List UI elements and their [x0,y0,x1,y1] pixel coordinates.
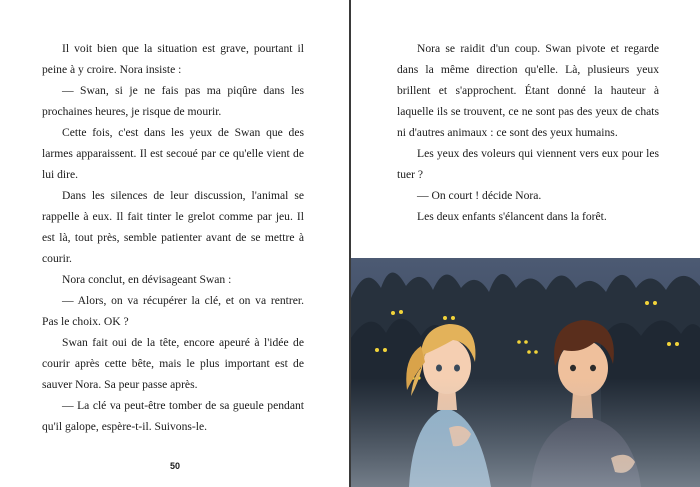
eye-icon [527,350,531,354]
page-number: 50 [169,461,180,471]
paragraph: — Alors, on va récupérer la clé, et on va rentrer. Pas le choix. OK ? [42,294,304,328]
eye-icon [645,301,649,305]
foreground-mist [351,378,700,487]
paragraph: Dans les silences de leur discussion, l'animal se rappelle à eux. Il fait tinter le grelot comme par jeu. Il est là, tout près, semble patienter avant de se mettre à courir. [42,189,304,265]
paragraph: Cette fois, c'est dans les yeux de Swan que des larmes apparaissent. Il est secoué par ce qu'elle vient de lui dire. [42,126,304,181]
left-page-text [42,38,304,437]
boy-left-eye [570,365,576,371]
right-page [351,0,700,487]
forest-night-illustration [351,258,700,487]
eye-icon [451,316,455,320]
paragraph: — La clé va peut-être tomber de sa gueule pendant qu'il galope, espère-t-il. Suivons-le. [42,399,304,433]
paragraph: — Swan, si je ne fais pas ma piqûre dans les prochaines heures, je risque de mourir. [42,84,304,118]
girl-left-eye [436,365,442,372]
paragraph: Il voit bien que la situation est grave, pourtant il peine à y croire. Nora insiste : [42,42,304,76]
right-page-text [397,38,659,227]
girl-right-eye [454,365,460,372]
paragraph: — On court ! décide Nora. [417,189,542,202]
eye-icon [375,348,379,352]
paragraph: Les deux enfants s'élancent dans la forêt. [417,210,607,223]
eye-icon [675,342,679,346]
eye-icon [534,350,538,354]
eye-icon [517,340,521,344]
eye-icon [667,342,671,346]
paragraph: Swan fait oui de la tête, encore apeuré à l'idée de courir après cette bête, mais le plus important est de sauver Nora. Sa peur passe après. [42,336,304,391]
paragraph: Nora conclut, en dévisageant Swan : [62,273,232,286]
paragraph: Nora se raidit d'un coup. Swan pivote et regarde dans la même direction qu'elle. Là, plusieurs yeux brillent et s'approchent. Étant donné la hauteur à laquelle ils se trouvent, ce ne sont pas des yeux de chats ni d'autres animaux : ce sont des yeux humains. [397,42,659,139]
paragraph: Les yeux des voleurs qui viennent vers eux pour les tuer ? [397,147,659,181]
eye-icon [399,310,403,314]
eye-icon [653,301,657,305]
boy-right-eye [590,365,596,371]
eye-icon [524,340,528,344]
eye-icon [443,316,447,320]
eye-icon [383,348,387,352]
eye-icon [391,311,395,315]
